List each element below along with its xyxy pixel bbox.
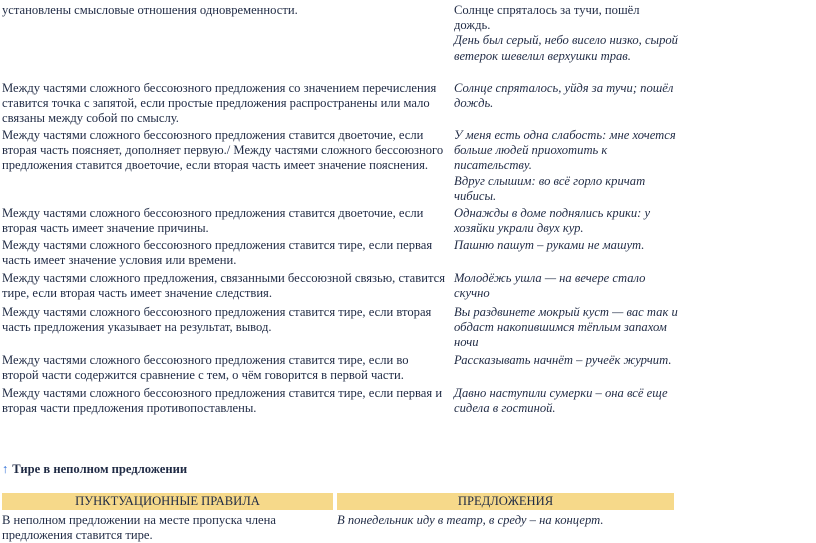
example-cell — [454, 128, 679, 204]
example-text: Рассказывать начнёт – ручеёк журчит. — [454, 353, 672, 367]
rule-text: установлены смысловые отношения одновременности. — [2, 3, 298, 17]
rule-text: В неполном предложении на месте пропуска члена предложения ставится тире. — [2, 513, 276, 543]
example-text: Вдруг слышим: во всё горло кричат чибисы. — [454, 173, 646, 203]
rule-text: Между частями сложного предложения, связанными бессоюзной связью, ставится тире, если вторая часть имеет значение следствия. — [2, 271, 446, 301]
rule-text: Между частями сложного бессоюзного предложения ставится тире, если первая и вторая части предложения противопоставлены. — [2, 386, 443, 416]
rule-text: Между частями сложного бессоюзного предложения со значением перечисления ставится точка с запятой, если простые предложения распространены или мало связаны между собой по смыслу. — [2, 81, 437, 126]
example-cell — [454, 3, 679, 64]
example-cell — [454, 238, 679, 253]
example-text: Солнце спряталось за тучи, пошёл дождь. — [454, 3, 640, 33]
rule-text: Между частями сложного бессоюзного предложения ставится тире, если первая часть имеет значение условия или времени. — [2, 238, 433, 268]
example-cell — [454, 386, 679, 416]
example-cell — [454, 206, 679, 236]
example-cell — [454, 81, 679, 111]
example-text: Вы раздвинете мокрый куст — вас так и обдаст накопившимся тёплым запахом ночи — [454, 305, 678, 350]
example-text: Солнце спряталось, уйдя за тучи; пошёл дождь. — [454, 81, 674, 111]
rule-text: Между частями сложного бессоюзного предложения ставится тире, если вторая часть предложения указывает на результат, вывод. — [2, 305, 432, 335]
rule-text: Между частями сложного бессоюзного предложения ставится тире, если во второй части содержится сравнение с тем, о чём говорится в первой части. — [2, 353, 409, 383]
example-text: Пашню пашут – руками не машут. — [454, 238, 645, 252]
example-text: Давно наступили сумерки – она всё еще сидела в гостиной. — [454, 386, 668, 416]
example-text: В понедельник иду в театр, в среду – на концерт. — [337, 513, 604, 527]
example-cell — [454, 271, 679, 301]
rule-text: Между частями сложного бессоюзного предложения ставится двоеточие, если вторая часть поясняет, дополняет первую./ Между частями сложного бессоюзного предложения ставится двоеточие, если вторая часть имеет значение пояснения. — [2, 128, 444, 173]
example-text: Молодёжь ушла — на вечере стало скучно — [454, 271, 646, 301]
section-heading — [2, 462, 187, 477]
example-cell — [454, 353, 679, 368]
example-text: У меня есть одна слабость: мне хочется больше людей приохотить к писательству. — [454, 128, 676, 173]
column-header-examples: ПРЕДЛОЖЕНИЯ — [337, 493, 674, 510]
example-text: Однажды в доме поднялись крики: у хозяйки украли двух кур. — [454, 206, 651, 236]
rule-text: Между частями сложного бессоюзного предложения ставится двоеточие, если вторая часть имеет значение причины. — [2, 206, 424, 236]
example-text: День был серый, небо висело низко, сырой ветерок шевелил верхушки трав. — [454, 33, 678, 63]
up-arrow-icon[interactable]: ↑ — [2, 462, 9, 476]
example-cell — [454, 305, 679, 351]
section-title: Тире в неполном предложении — [12, 462, 188, 476]
column-header-rules: ПУНКТУАЦИОННЫЕ ПРАВИЛА — [2, 493, 333, 510]
